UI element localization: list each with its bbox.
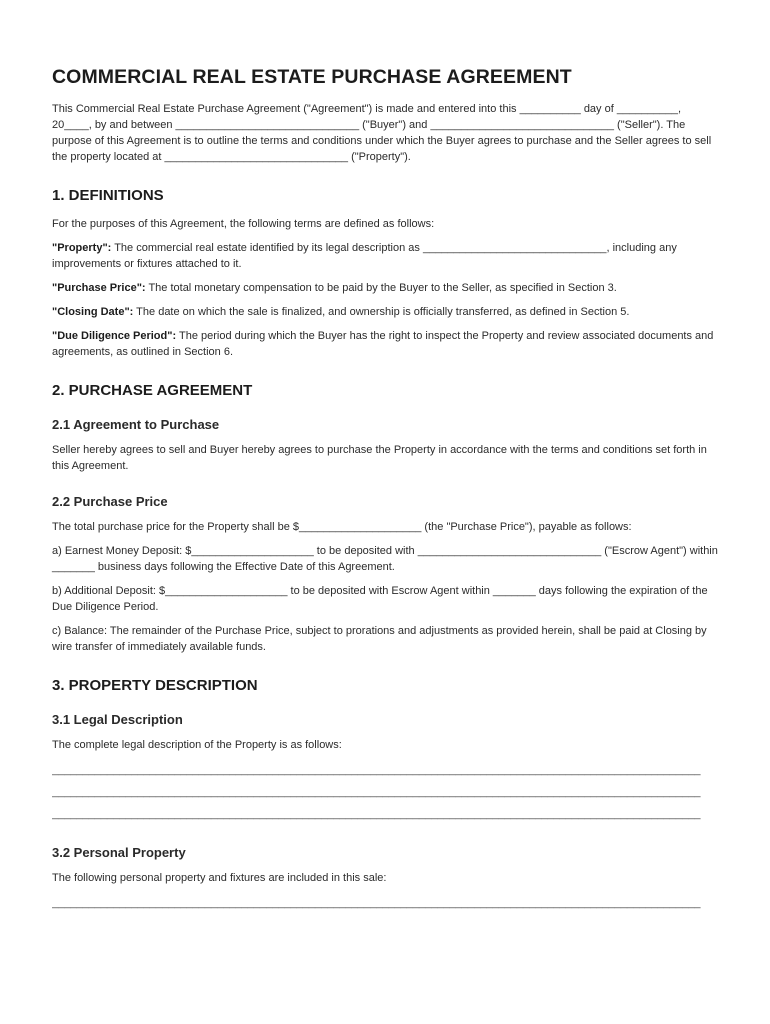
definition-text: The commercial real estate identified by its legal description as ______________________________, including any improvements or fixtures attached to it. [52, 242, 677, 270]
subsection-3-2-heading: 3.2 Personal Property [52, 845, 186, 860]
definitions-lead: For the purposes of this Agreement, the following terms are defined as follows: [52, 218, 435, 230]
blank-line: __________________________________________________________________________________________________________ [52, 897, 701, 909]
definition-term: "Property": [52, 242, 112, 254]
subsection-3-1-heading: 3.1 Legal Description [52, 712, 183, 727]
blank-line: __________________________________________________________________________________________________________ [52, 808, 701, 820]
definition-property [52, 240, 718, 272]
blank-line: __________________________________________________________________________________________________________ [52, 764, 701, 776]
additional-deposit-item: b) Additional Deposit: $____________________ to be deposited with Escrow Agent within _______ days following the expiration of the Due Diligence Period. [52, 585, 708, 613]
legal-description-text: The complete legal description of the Property is as follows: [52, 739, 342, 751]
definition-term: "Purchase Price": [52, 282, 146, 294]
definition-term: "Closing Date": [52, 306, 134, 318]
earnest-money-item: a) Earnest Money Deposit: $____________________ to be deposited with ______________________________ ("Escrow Agent") within _______ business days following the Effective Date of this Agreement. [52, 545, 718, 573]
blank-line: __________________________________________________________________________________________________________ [52, 786, 701, 798]
intro-paragraph: This Commercial Real Estate Purchase Agreement ("Agreement") is made and entered into this __________ day of __________, 20____, by and between ______________________________ ("Buyer") and ______________________________ ("Seller"). The purpose of this Agreement is to outline the terms and conditions under which the Buyer agrees to purchase and the Seller agrees to sell the property located at ______________________________ ("Property"). [52, 103, 712, 163]
section-purchase-agreement-heading: 2. PURCHASE AGREEMENT [52, 382, 253, 399]
subsection-2-1-heading: 2.1 Agreement to Purchase [52, 417, 220, 432]
definition-text: The period during which the Buyer has the right to inspect the Property and review associated documents and agreements, as outlined in Section 6. [52, 330, 714, 358]
definition-purchase-price [52, 280, 718, 296]
definition-term: "Due Diligence Period": [52, 330, 177, 342]
definition-due-diligence [52, 328, 718, 360]
definition-closing-date [52, 304, 718, 320]
personal-property-text: The following personal property and fixtures are included in this sale: [52, 872, 387, 884]
purchase-price-text: The total purchase price for the Property shall be $____________________ (the "Purchase Price"), payable as follows: [52, 521, 632, 533]
section-definitions-heading: 1. DEFINITIONS [52, 187, 164, 204]
subsection-2-2-heading: 2.2 Purchase Price [52, 494, 168, 509]
document-title: COMMERCIAL REAL ESTATE PURCHASE AGREEMENT [52, 66, 572, 88]
definition-text: The date on which the sale is finalized, and ownership is officially transferred, as defined in Section 5. [133, 306, 630, 318]
definition-text: The total monetary compensation to be paid by the Buyer to the Seller, as specified in Section 3. [145, 282, 617, 294]
agreement-to-purchase-text: Seller hereby agrees to sell and Buyer hereby agrees to purchase the Property in accordance with the terms and conditions set forth in this Agreement. [52, 444, 707, 472]
balance-item: c) Balance: The remainder of the Purchase Price, subject to prorations and adjustments as provided herein, shall be paid at Closing by wire transfer of immediately available funds. [52, 625, 707, 653]
section-property-description-heading: 3. PROPERTY DESCRIPTION [52, 677, 258, 694]
